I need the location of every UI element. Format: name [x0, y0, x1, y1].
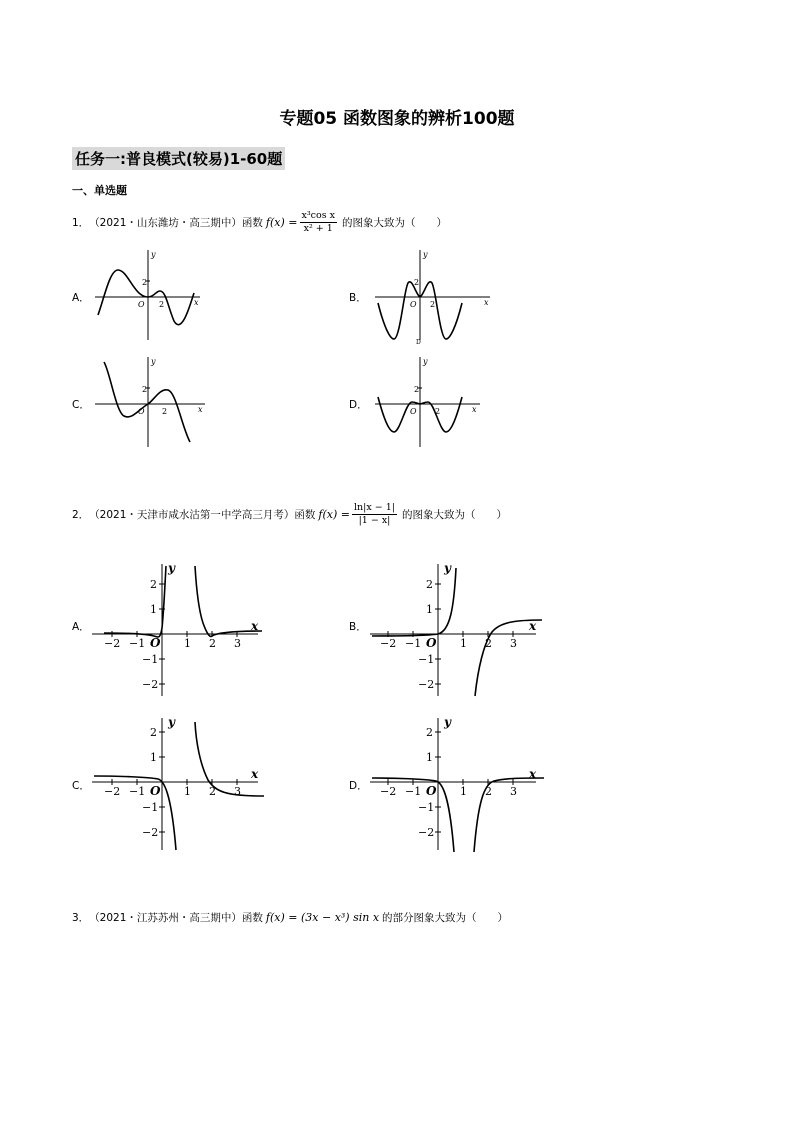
q2-graph-b	[366, 558, 546, 698]
origin-label: O	[138, 300, 145, 309]
q2-graph-c	[88, 712, 268, 852]
x-tick-label: −1	[405, 637, 422, 650]
x-tick-label: 1	[184, 637, 191, 650]
x-tick-label: −2	[380, 637, 397, 650]
q2-graph-d	[366, 712, 546, 852]
figure-note: D	[416, 339, 421, 345]
x-tick-label: 1	[184, 785, 191, 798]
tick-label-2: 2	[159, 300, 165, 309]
function-formula	[318, 502, 399, 527]
curve-left	[372, 568, 456, 636]
y-tick-label: −2	[142, 678, 159, 691]
axis-label-y: y	[168, 715, 175, 729]
origin-label: O	[426, 784, 437, 798]
axis-label-x: x	[251, 767, 259, 781]
fraction-denominator: |1 − x|	[358, 515, 391, 526]
axis-label-y: y	[423, 357, 428, 366]
origin-label: O	[150, 636, 161, 650]
axis-label-x: x	[529, 767, 537, 781]
y-tick-label: −2	[142, 826, 159, 839]
fraction	[300, 210, 337, 235]
question-tail: 的部分图象大致为（ ）	[382, 912, 509, 924]
function-formula: f(x) = (3x − x³) sin x	[265, 911, 380, 924]
page-title: 专题05 函数图象的辨析100题	[279, 109, 515, 129]
y-tick-label: −2	[418, 678, 435, 691]
question-source: （2021・天津市咸水沽第一中学高三月考）函数	[89, 509, 316, 521]
x-tick-label: 2	[209, 637, 216, 650]
axis-label-y: y	[444, 715, 451, 729]
q1-graph-a	[90, 245, 205, 345]
y-tick-label: 2	[426, 578, 433, 591]
y-tick-label: −1	[142, 653, 159, 666]
tick-label-2: 2	[414, 278, 420, 287]
q1-graph-d	[370, 352, 485, 452]
option-label-a: A．	[72, 292, 90, 304]
question-tail: 的图象大致为（ ）	[341, 217, 447, 229]
axis-label-x: x	[529, 619, 537, 633]
y-tick-label: 1	[150, 751, 157, 764]
y-tick-label: 2	[426, 726, 433, 739]
x-tick-label: 3	[234, 785, 241, 798]
question-source: （2021・山东潍坊・高三期中）函数	[89, 217, 263, 229]
x-tick-label: 2	[485, 637, 492, 650]
x-tick-label: −2	[104, 637, 121, 650]
axis-label-y: y	[151, 250, 156, 259]
question-source: （2021・江苏苏州・高三期中）函数	[89, 912, 263, 924]
curve-right	[195, 722, 264, 796]
x-tick-label: 1	[460, 785, 467, 798]
y-tick-label: 2	[150, 726, 157, 739]
section-label: 一、单选题	[72, 184, 127, 197]
q2-graph-a	[88, 558, 268, 698]
y-tick-label: 1	[150, 603, 157, 616]
axis-label-x: x	[194, 298, 199, 307]
origin-label: O	[138, 407, 145, 416]
x-tick-label: 3	[234, 637, 241, 650]
axis-label-x: x	[251, 619, 259, 633]
x-tick-label: −2	[380, 785, 397, 798]
function-lhs: f(x) =	[318, 508, 350, 521]
tick-label-2: 2	[414, 385, 420, 394]
origin-label: O	[410, 300, 417, 309]
axis-label-y: y	[151, 357, 156, 366]
question-number: 1．	[72, 217, 90, 229]
origin-label: O	[410, 407, 417, 416]
curve	[104, 362, 190, 442]
y-tick-label: −1	[142, 801, 159, 814]
option-label-d: D．	[349, 780, 368, 792]
x-tick-label: 2	[209, 785, 216, 798]
tick-label-2: 2	[142, 385, 148, 394]
question-number: 3．	[72, 912, 90, 924]
axis-label-y: y	[444, 561, 451, 575]
y-tick-label: −1	[418, 801, 435, 814]
tick-label-2: 2	[435, 407, 441, 416]
axis-label-x: x	[198, 405, 203, 414]
tick-label-2: 2	[142, 278, 148, 287]
question-1	[72, 210, 447, 235]
question-number: 2．	[72, 509, 90, 521]
x-tick-label: 3	[510, 785, 517, 798]
q1-graph-b	[370, 245, 495, 345]
option-label-a: A．	[72, 621, 90, 633]
y-tick-label: 2	[150, 578, 157, 591]
tick-label-2: 2	[162, 407, 168, 416]
question-3	[72, 910, 508, 925]
y-tick-label: −1	[418, 653, 435, 666]
option-label-c: C．	[72, 780, 90, 792]
fraction-denominator: x² + 1	[303, 223, 333, 234]
fraction	[352, 502, 397, 527]
option-label-d: D．	[349, 399, 368, 411]
fraction-numerator: x³cos x	[301, 210, 335, 221]
x-tick-label: −1	[129, 785, 146, 798]
y-tick-label: 1	[426, 603, 433, 616]
y-tick-label: −2	[418, 826, 435, 839]
x-tick-label: −1	[405, 785, 422, 798]
y-tick-label: 1	[426, 751, 433, 764]
function-formula	[266, 210, 339, 235]
option-label-b: B．	[349, 292, 367, 304]
curve-left	[104, 566, 166, 637]
origin-label: O	[426, 636, 437, 650]
tick-label-2: 2	[430, 300, 436, 309]
q1-graph-c	[90, 352, 210, 452]
option-label-b: B．	[349, 621, 367, 633]
fraction-numerator: ln|x − 1|	[354, 502, 395, 513]
x-tick-label: 1	[460, 637, 467, 650]
task-heading: 任务一:普良模式(较易)1-60题	[72, 147, 285, 170]
axis-label-x: x	[472, 405, 477, 414]
axis-label-y: y	[423, 250, 428, 259]
axis-label-y: y	[168, 561, 175, 575]
x-tick-label: 3	[510, 637, 517, 650]
axis-label-x: x	[484, 298, 489, 307]
question-tail: 的图象大致为（ ）	[401, 509, 507, 521]
x-tick-label: −1	[129, 637, 146, 650]
function-lhs: f(x) =	[265, 216, 298, 229]
option-label-c: C．	[72, 399, 90, 411]
x-tick-label: 2	[485, 785, 492, 798]
x-tick-label: −2	[104, 785, 121, 798]
origin-label: O	[150, 784, 161, 798]
question-2	[72, 502, 507, 527]
